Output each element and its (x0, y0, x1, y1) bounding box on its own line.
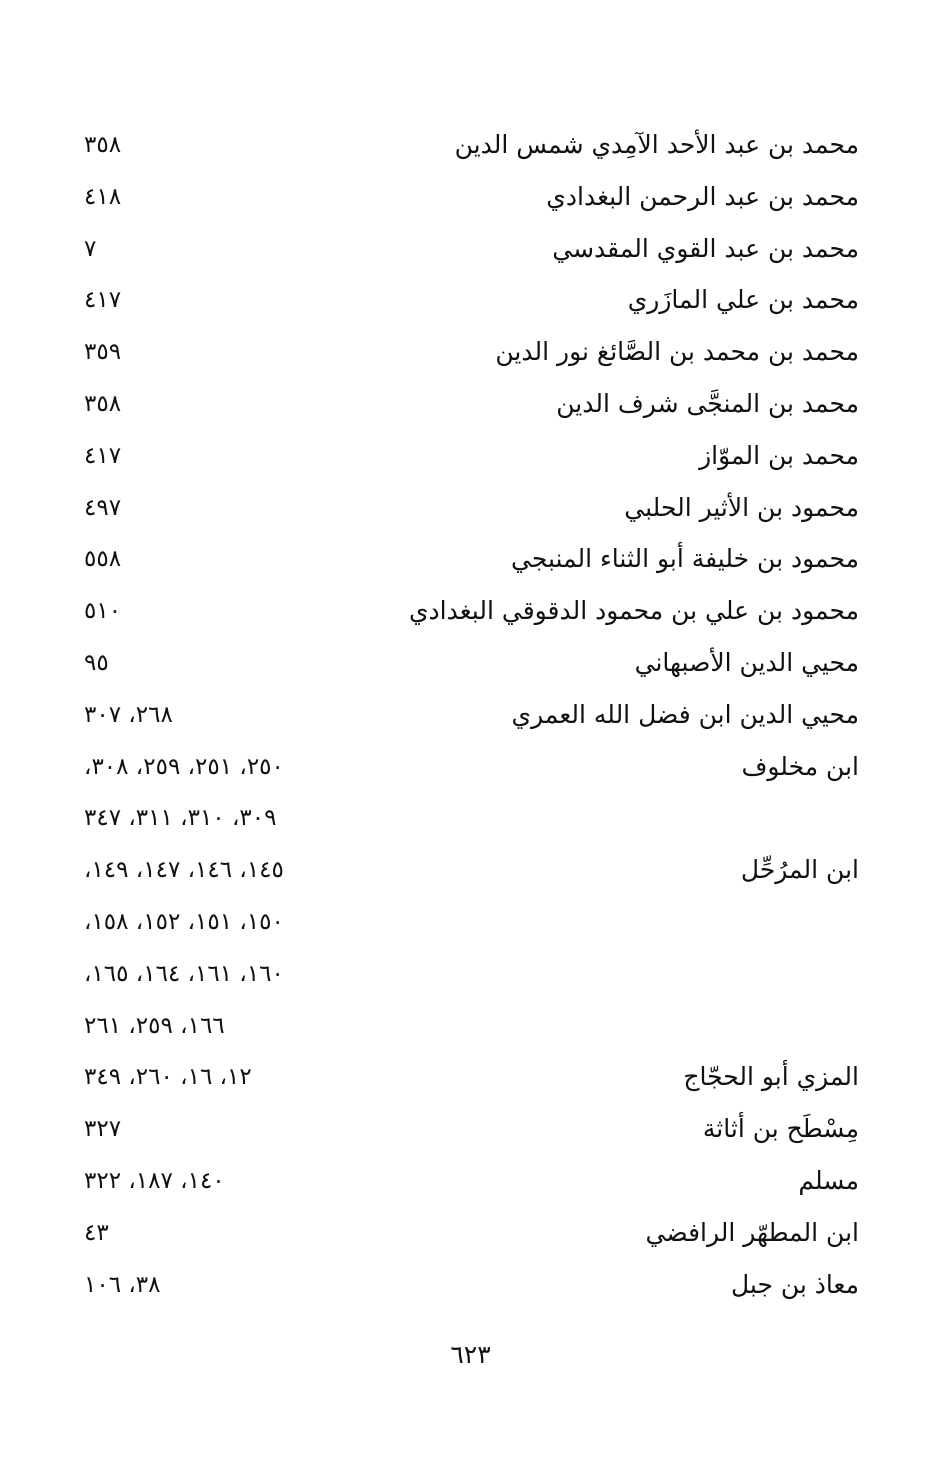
entry-name: محمد بن عبد الرحمن البغدادي (546, 181, 859, 211)
entry-pages: ٣٥٨ (84, 132, 122, 158)
entry-pages: ١٦٠، ١٦١، ١٦٤، ١٦٥، (84, 960, 284, 987)
entry-name: محمد بن عبد القوي المقدسي (552, 233, 859, 263)
entry-pages: ٩٥ (84, 649, 109, 676)
entry-pages: ٤١٨ (84, 183, 122, 210)
index-entry (0, 1156, 941, 1208)
entry-name: محمد بن الموّاز (699, 440, 859, 470)
entry-name: محيي الدين الأصبهاني (634, 647, 859, 677)
entry-pages: ٤١٧ (84, 287, 122, 314)
index-entry-continuation (0, 949, 941, 1001)
entry-pages: ٤٩٧ (84, 494, 122, 521)
entry-pages: ١٤٥، ١٤٦، ١٤٧، ١٤٩، (84, 857, 284, 884)
entry-name: محمود بن خليفة أبو الثناء المنبجي (511, 544, 859, 574)
index-entry (0, 379, 941, 431)
index-entry (0, 690, 941, 742)
index-entry-continuation (0, 1001, 941, 1053)
entry-name: المزي أبو الحجّاج (683, 1062, 859, 1092)
entry-name: محمد بن علي المازَري (627, 285, 859, 315)
index-entry (0, 1104, 941, 1156)
entry-pages: ٢٥٠، ٢٥١، ٢٥٩، ٣٠٨، (84, 753, 284, 780)
index-entry-continuation (0, 897, 941, 949)
entry-name: محمد بن محمد بن الصَّائغ نور الدين (495, 337, 859, 367)
entry-name: محيي الدين ابن فضل الله العمري (511, 699, 859, 729)
entry-pages: ٣٠٩، ٣١٠، ٣١١، ٣٤٧ (84, 805, 277, 832)
index-entry-continuation (0, 793, 941, 845)
entry-name: محمد بن المنجَّى شرف الدين (556, 388, 859, 418)
entry-pages: ٥٥٨ (84, 546, 122, 573)
entry-name: ابن المطهّر الرافضي (645, 1217, 859, 1247)
index-entry (0, 742, 941, 794)
index-entry (0, 1260, 941, 1312)
index-entry (0, 534, 941, 586)
index-entry (0, 431, 941, 483)
index-entry (0, 172, 941, 224)
entry-pages: ١٤٠، ١٨٧، ٣٢٢ (84, 1167, 225, 1194)
index-entry (0, 275, 941, 327)
entry-name-ibn-murahhil: ابن المرُحِّل (740, 855, 859, 885)
index-entry (0, 1208, 941, 1260)
entry-pages: ٤١٧ (84, 442, 122, 469)
entry-name: معاذ بن جبل (730, 1269, 859, 1299)
entry-name: محمود بن الأثير الحلبي (624, 492, 859, 522)
entry-pages: ٣٢٧ (84, 1116, 122, 1143)
index-entry (0, 327, 941, 379)
index-entry (0, 483, 941, 535)
entry-pages: ٥١٠ (84, 598, 122, 625)
entry-pages: ١٥٠، ١٥١، ١٥٢، ١٥٨، (84, 908, 284, 935)
entry-pages: ٣٥٩ (84, 339, 122, 366)
entry-pages: ٤٣ (84, 1219, 109, 1246)
entry-name: محمد بن عبد الأحد الآمِدي شمس الدين (454, 130, 859, 159)
entry-name: ابن مخلوف (741, 751, 859, 781)
index-entry (0, 845, 941, 897)
index-entry (0, 1052, 941, 1104)
entry-name: مسلم (798, 1165, 859, 1195)
index-entry (0, 638, 941, 690)
entry-name: مِسْطَح بن أثاثة (702, 1114, 859, 1144)
entry-pages: ٢٦٨، ٣٠٧ (84, 701, 173, 728)
entry-pages: ١٦٦، ٢٥٩، ٢٦١ (84, 1012, 225, 1039)
entry-pages: ٧ (84, 235, 97, 262)
index-entry (0, 120, 941, 172)
page-number: ٦٢٣ (450, 1340, 491, 1369)
entry-pages: ١٢، ١٦، ٢٦٠، ٣٤٩ (84, 1064, 252, 1091)
index-entry (0, 586, 941, 638)
entry-pages: ٣٥٨ (84, 390, 122, 417)
name-index-list (0, 120, 941, 1311)
index-entry (0, 224, 941, 276)
entry-name: محمود بن علي بن محمود الدقوقي البغدادي (408, 596, 859, 626)
entry-pages: ٣٨، ١٠٦ (84, 1271, 161, 1298)
